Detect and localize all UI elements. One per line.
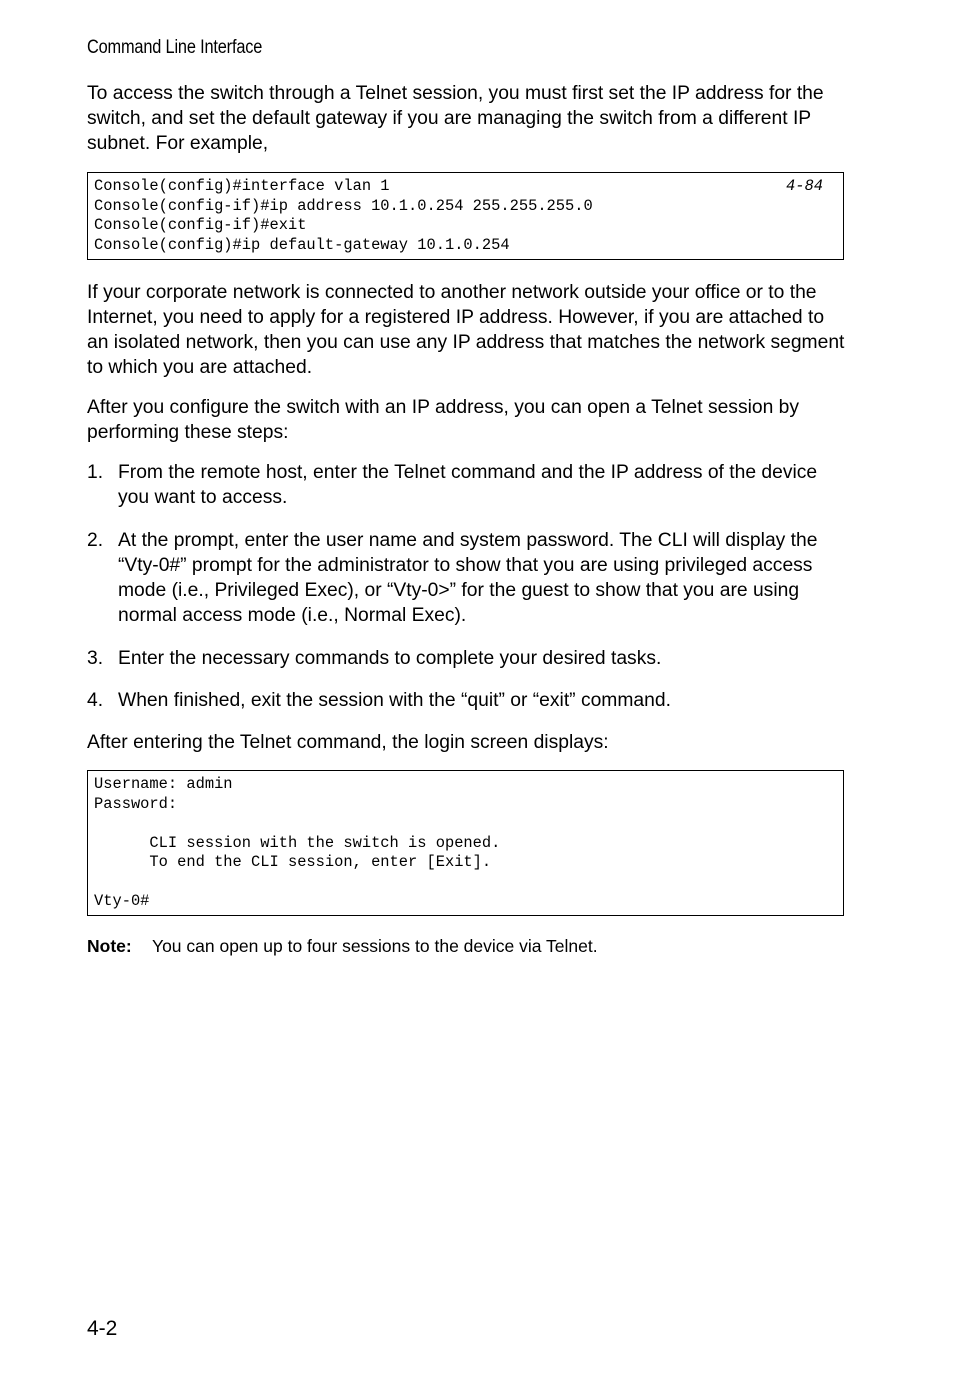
code-line — [94, 814, 837, 834]
list-number: 2. — [87, 530, 104, 551]
code-line: To end the CLI session, enter [Exit]. — [94, 853, 492, 871]
list-number: 4. — [87, 690, 104, 711]
code-line: Username: admin — [94, 775, 233, 793]
note-label: Note: — [87, 936, 132, 956]
list-text: At the prompt, enter the user name and system password. The CLI will display the “Vty-0#” prompt for the administrator to show that you are using privileged access mode (i.e., Privileged Exec), or “Vty-0>” for the guest to show that you are using normal access mode (i.e., Normal Exec). — [118, 530, 818, 626]
page-number: 4-2 — [87, 1317, 118, 1340]
code-line — [94, 873, 837, 893]
list-text: Enter the necessary commands to complete your desired tasks. — [118, 648, 662, 669]
network-paragraph: If your corporate network is connected to another network outside your office or to the Internet, you need to apply for a registered IP address. However, if you are attached to an isolated network, then you can use any IP address that matches the network segment to which you are attached. — [87, 282, 845, 378]
code-line: Vty-0# — [94, 892, 150, 910]
code-block-ip-config — [87, 172, 844, 260]
code-block-login-screen — [87, 770, 844, 916]
code-line: Console(config)#ip default-gateway 10.1.0.254 — [94, 235, 510, 254]
intro-paragraph: To access the switch through a Telnet session, you must first set the IP address for the switch, and set the default gateway if you are managing the switch from a different IP subnet. For example, — [87, 83, 824, 154]
list-text: From the remote host, enter the Telnet command and the IP address of the device you want to access. — [118, 462, 818, 508]
running-header: Command Line Interface — [87, 37, 263, 58]
code-line: Password: — [94, 794, 178, 813]
steps-intro-paragraph: After you configure the switch with an IP address, you can open a Telnet session by performing these steps: — [87, 397, 800, 443]
code-line: Console(config)#interface vlan 1 — [94, 177, 390, 195]
code-line: Console(config-if)#ip address 10.1.0.254 255.255.255.0 — [94, 196, 593, 215]
code-line: Console(config-if)#exit — [94, 216, 307, 234]
note-text: You can open up to four sessions to the device via Telnet. — [152, 936, 598, 956]
code-line: CLI session with the switch is opened. — [94, 833, 501, 852]
list-number: 1. — [87, 462, 104, 483]
list-number: 3. — [87, 648, 104, 669]
cross-reference: 4-84 — [786, 177, 823, 195]
login-intro-paragraph: After entering the Telnet command, the login screen displays: — [87, 732, 609, 753]
list-text: When finished, exit the session with the “quit” or “exit” command. — [118, 690, 671, 711]
